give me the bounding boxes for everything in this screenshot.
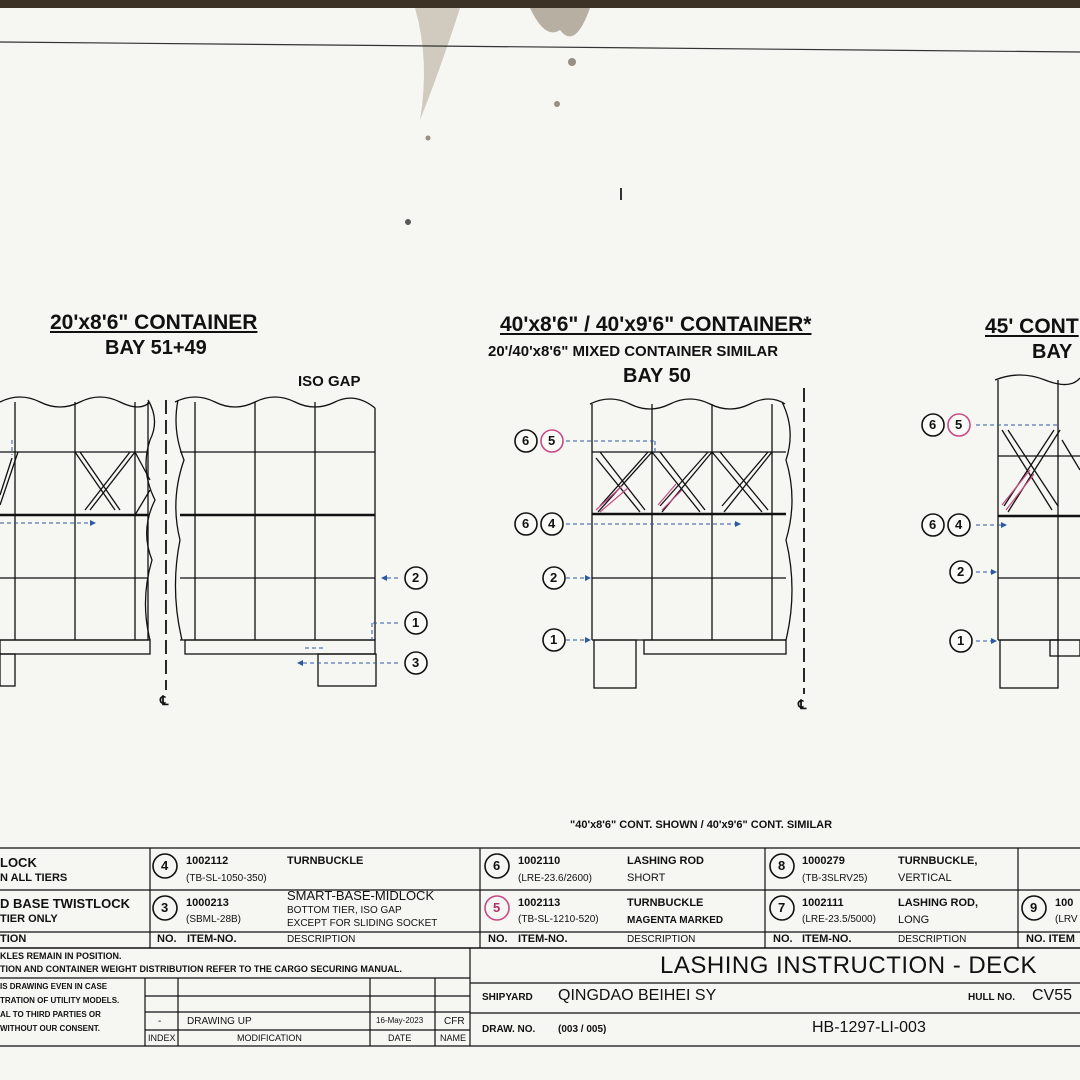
legend-item-8-no: 1000279	[802, 855, 845, 867]
legend-item-3-desc: SMART-BASE-MIDLOCK	[287, 888, 435, 903]
callout-5: 5	[955, 417, 963, 432]
shipyard-name: QINGDAO BEIHEI SY	[558, 987, 717, 1004]
copyright-line-4: WITHOUT OUR CONSENT.	[0, 1024, 100, 1033]
legend-left-row-3: TION	[0, 933, 27, 945]
container-note: "40'x8'6" CONT. SHOWN / 40'x9'6" CONT. SIMILAR	[570, 819, 833, 831]
leader-lines-3	[976, 425, 1060, 641]
legend-left-row-2: D BASE TWISTLOCK	[0, 896, 130, 911]
revision-header-modification: MODIFICATION	[237, 1033, 302, 1043]
stain-dot	[620, 188, 622, 200]
note-line-1: KLES REMAIN IN POSITION.	[0, 951, 122, 961]
legend-header-item: ITEM-NO.	[187, 933, 237, 945]
legend-no-6: 6	[493, 858, 501, 873]
drawing-2-title: 40'x8'6" / 40'x9'6" CONTAINER*	[500, 313, 812, 336]
sheet-title: LASHING INSTRUCTION - DECK	[660, 952, 1038, 979]
legend-item-4-ref: (TB-SL-1050-350)	[186, 873, 267, 884]
legend-item-7-desc2: LONG	[898, 914, 930, 926]
wavy-top	[590, 399, 785, 409]
hatch-cover	[185, 640, 375, 654]
top-stained-edge	[0, 0, 1080, 8]
drawing-20ft-bay-51-49	[0, 397, 376, 690]
callout-6: 6	[929, 517, 937, 532]
legend-item-6-ref: (LRE-23.6/2600)	[518, 873, 592, 884]
lashing-rods	[596, 452, 772, 512]
legend-item-7-no: 1002111	[802, 897, 844, 909]
callout-4: 4	[548, 516, 556, 531]
callout-1: 1	[550, 632, 558, 647]
legend-header-no: NO.	[157, 933, 177, 945]
copyright-line-3: AL TO THIRD PARTIES OR	[0, 1010, 101, 1019]
shipyard-label: SHIPYARD	[482, 992, 533, 1003]
drawing-3-title: 45' CONT	[985, 315, 1079, 338]
callout-2: 2	[550, 570, 558, 585]
hull-label: HULL NO.	[968, 992, 1016, 1003]
magenta-turnbuckles-3	[1002, 470, 1034, 510]
legend-left-row-2-sub: TIER ONLY	[0, 913, 58, 925]
legend-item-8-desc: TURNBUCKLE,	[898, 855, 978, 867]
legend-item-5-desc2: MAGENTA MARKED	[627, 915, 724, 926]
centerline-symbol: ℄	[798, 697, 807, 712]
drawing-2-bay: BAY 50	[623, 365, 691, 387]
drawing-45ft	[995, 375, 1080, 688]
legend-item-7-desc: LASHING ROD,	[898, 897, 979, 909]
break-line	[145, 400, 155, 640]
stain-dot	[568, 58, 576, 66]
stain-dot	[405, 219, 411, 225]
callout-6: 6	[522, 516, 530, 531]
pedestal	[0, 654, 15, 686]
drawing-1-title: 20'x8'6" CONTAINER	[50, 311, 258, 334]
legend-header-desc: DESCRIPTION	[627, 934, 696, 945]
wavy-top	[995, 375, 1080, 385]
legend-item-8-ref: (TB-3SLRV25)	[802, 873, 868, 884]
legend-item-9-ref: (LRV	[1055, 914, 1078, 925]
revision-header-index: INDEX	[148, 1033, 176, 1043]
note-line-2: TION AND CONTAINER WEIGHT DISTRIBUTION REFER TO THE CARGO SECURING MANUAL.	[0, 964, 402, 974]
drawing-id: HB-1297-LI-003	[812, 1019, 926, 1036]
callout-5: 5	[548, 433, 556, 448]
legend-left-row-1: LOCK	[0, 855, 37, 870]
drawing-2-subtitle: 20'/40'x8'6" MIXED CONTAINER SIMILAR	[488, 343, 779, 360]
legend-item-3-no: 1000213	[186, 897, 229, 909]
hull-number: CV55	[1032, 987, 1073, 1004]
centerline-symbol: ℄	[160, 693, 169, 708]
legend-item-3-ref: (SBML-28B)	[186, 914, 242, 925]
legend-no-8: 8	[778, 858, 786, 873]
revision-name: CFR	[444, 1016, 465, 1027]
stain	[530, 8, 590, 36]
iso-gap-label: ISO GAP	[298, 373, 361, 390]
callout-1: 1	[957, 633, 965, 648]
stain	[415, 8, 460, 120]
hatch-cover	[1050, 640, 1080, 656]
callout-4: 4	[955, 517, 963, 532]
legend-header-no-item: NO. ITEM	[1026, 933, 1075, 945]
callout-3: 3	[412, 655, 420, 670]
legend-item-8-desc2: VERTICAL	[898, 872, 952, 884]
legend-no-4: 4	[161, 858, 169, 873]
sheet-border-top	[0, 42, 1080, 52]
legend-no-7: 7	[778, 900, 786, 915]
legend-header-no: NO.	[773, 933, 793, 945]
leader-lines-1	[0, 440, 398, 663]
legend-header-no: NO.	[488, 933, 508, 945]
legend-item-9-no: 100	[1055, 897, 1074, 909]
legend-item-6-desc2: SHORT	[627, 872, 666, 884]
drawing-40ft-bay-50	[590, 388, 804, 694]
draw-no-label: DRAW. NO.	[482, 1024, 536, 1035]
revision-date: 16-May-2023	[376, 1016, 424, 1025]
revision-index: -	[158, 1016, 162, 1027]
callout-2: 2	[412, 570, 420, 585]
legend-no-9: 9	[1030, 900, 1038, 915]
legend-item-5-ref: (TB-SL-1210-520)	[518, 914, 599, 925]
pedestal	[318, 654, 376, 686]
stain-dot	[554, 101, 560, 107]
magenta-turnbuckles-2	[596, 484, 682, 512]
revision-header-name: NAME	[440, 1033, 467, 1043]
callout-1: 1	[412, 615, 420, 630]
legend-item-5-no: 1002113	[518, 897, 561, 909]
drawing-3-bay: BAY	[1032, 341, 1073, 363]
hatch-cover	[644, 640, 786, 654]
callout-6: 6	[929, 417, 937, 432]
legend-item-3-desc2: BOTTOM TIER, ISO GAP	[287, 905, 402, 916]
drawing-1-bay: BAY 51+49	[105, 337, 207, 359]
draw-no: (003 / 005)	[558, 1024, 607, 1035]
legend-left-row-1-sub: N ALL TIERS	[0, 872, 68, 884]
legend-header-desc: DESCRIPTION	[898, 934, 967, 945]
pedestal	[594, 640, 636, 688]
revision-modification: DRAWING UP	[187, 1016, 252, 1027]
callout-6: 6	[522, 433, 530, 448]
legend-item-6-no: 1002110	[518, 855, 561, 867]
legend-item-7-ref: (LRE-23.5/5000)	[802, 914, 876, 925]
stain-dot	[426, 136, 431, 141]
legend-header-item: ITEM-NO.	[802, 933, 852, 945]
hatch-cover	[0, 640, 150, 654]
legend-no-5: 5	[493, 900, 501, 915]
callout-2: 2	[957, 564, 965, 579]
legend-item-4-desc: TURNBUCKLE	[287, 855, 364, 867]
legend-header-item: ITEM-NO.	[518, 933, 568, 945]
legend-item-4-no: 1002112	[186, 855, 229, 867]
wavy-top	[175, 397, 375, 408]
pedestal	[1000, 640, 1058, 688]
break-line	[782, 402, 792, 640]
legend-item-3-desc3: EXCEPT FOR SLIDING SOCKET	[287, 918, 438, 929]
callout-circles	[405, 414, 972, 674]
legend-item-6-desc: LASHING ROD	[627, 855, 704, 867]
break-line	[175, 400, 184, 640]
copyright-line-2: TRATION OF UTILITY MODELS.	[0, 996, 120, 1005]
legend-item-5-desc: TURNBUCKLE	[627, 897, 704, 909]
copyright-line-1: IS DRAWING EVEN IN CASE	[0, 982, 108, 991]
legend-no-3: 3	[161, 900, 169, 915]
legend-header-desc: DESCRIPTION	[287, 934, 356, 945]
revision-header-date: DATE	[388, 1033, 412, 1043]
